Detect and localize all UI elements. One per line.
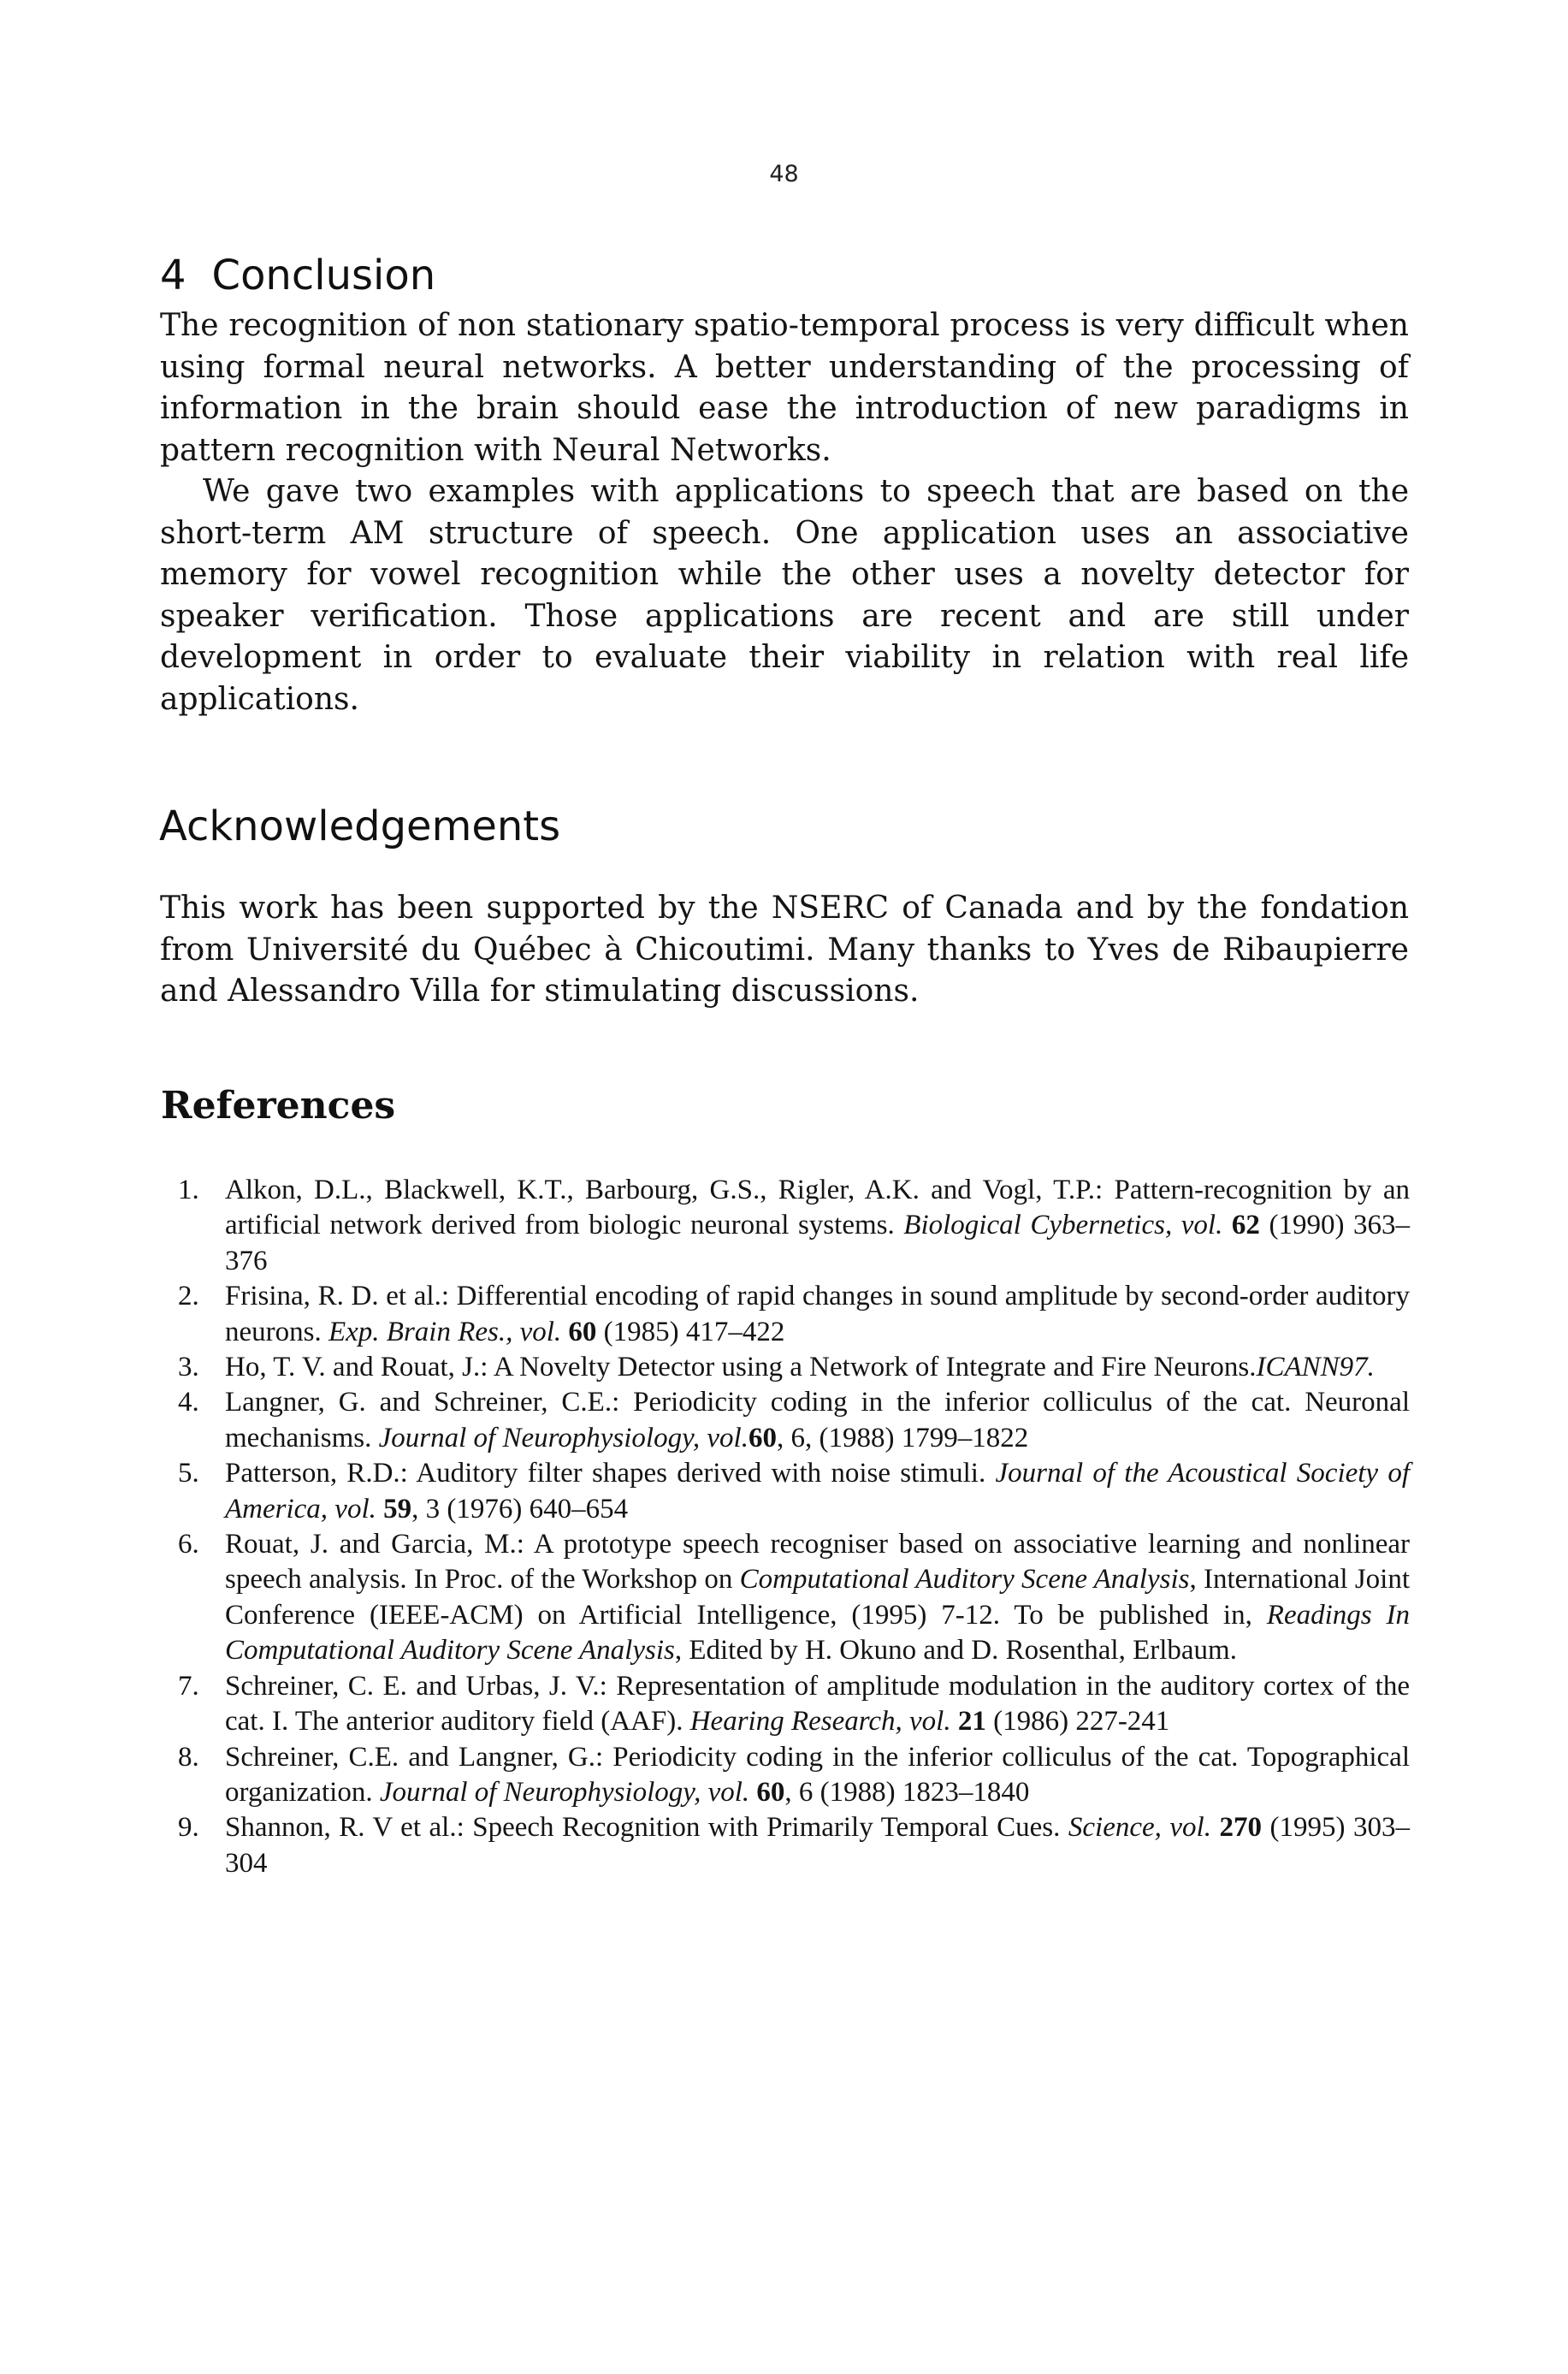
reference-item (178, 1740, 1410, 1811)
reference-volume: 21 (957, 1706, 986, 1738)
reference-number: 3. (178, 1352, 199, 1383)
reference-volume: 60 (568, 1316, 597, 1347)
reference-tail: , International Joint Conference (IEEE-ACM) on Artificial Intelligence, (1995) 7-12. To be published in, (225, 1564, 1411, 1631)
reference-volume: 60 (748, 1422, 777, 1453)
reference-item (178, 1279, 1410, 1350)
page-number: 48 (769, 161, 799, 187)
reference-number: 4. (178, 1387, 199, 1418)
reference-number: 1. (178, 1175, 199, 1205)
reference-journal-secondary: Readings In Computational Auditory Scene Analysis (225, 1599, 1411, 1667)
reference-journal: Biological Cybernetics, vol. (903, 1210, 1223, 1241)
reference-volume: 62 (1231, 1210, 1260, 1241)
reference-tail: (1985) 417–422 (596, 1316, 785, 1347)
section-title: Conclusion (211, 252, 436, 299)
reference-item (178, 1527, 1410, 1669)
acknowledgements-heading: Acknowledgements (159, 802, 561, 850)
reference-tail: (1995) 303–304 (225, 1812, 1411, 1879)
reference-item (178, 1810, 1410, 1881)
reference-journal: Journal of the Acoustical Society of America, vol. (225, 1458, 1410, 1524)
reference-tail: , 3 (1976) 640–654 (411, 1493, 629, 1524)
reference-item (178, 1173, 1410, 1279)
reference-journal: Science, vol. (1068, 1812, 1211, 1844)
reference-text: Frisina, R. D. et al.: Differential encoding of rapid changes in sound amplitude by second-order auditory neurons. (225, 1281, 1410, 1347)
acknowledgements-body (160, 888, 1409, 1013)
reference-text: Ho, T. V. and Rouat, J.: A Novelty Detector using a Network of Integrate and Fire Neurons. (225, 1352, 1257, 1383)
reference-text: Langner, G. and Schreiner, C.E.: Periodicity coding in the inferior colliculus of the cat. Neuronal mechanisms. (225, 1387, 1410, 1453)
conclusion-paragraph: The recognition of non stationary spatio-temporal process is very difficult when using formal neural networks. A better understanding of the processing of information in the brain should ease the introduction of new paradigms in pattern recognition with Neural Networks. (160, 308, 1409, 468)
reference-text: Rouat, J. and Garcia, M.: A prototype speech recogniser based on associative learning and nonlinear speech analysis. In Proc. of the Workshop on (225, 1529, 1410, 1595)
section-number: 4 (160, 252, 186, 299)
reference-number: 5. (178, 1458, 199, 1489)
reference-text: Schreiner, C.E. and Langner, G.: Periodicity coding in the inferior colliculus of the cat. Topographical organization. (225, 1741, 1410, 1808)
reference-number: 9. (178, 1812, 199, 1844)
conclusion-paragraph: We gave two examples with applications to speech that are based on the short-term AM structure of speech. One application uses an associative memory for vowel recognition while the other uses a novelty detector for speaker verification. Those applications are recent and are still under development in order to evaluate their viability in relation with real life applications. (160, 474, 1409, 717)
reference-tail-secondary: , Edited by H. Okuno and D. Rosenthal, Erlbaum. (674, 1635, 1237, 1667)
reference-item (178, 1456, 1410, 1527)
reference-tail: (1986) 227-241 (985, 1706, 1170, 1738)
reference-volume: 59 (383, 1493, 412, 1524)
reference-text: Shannon, R. V et al.: Speech Recognition with Primarily Temporal Cues. (225, 1812, 1068, 1844)
references-heading: References (161, 1084, 396, 1128)
reference-text: Alkon, D.L., Blackwell, K.T., Barbourg, G.S., Rigler, A.K. and Vogl, T.P.: Pattern-recognition by an artificial network derived from biologic neuronal systems. (225, 1175, 1410, 1241)
reference-journal: Hearing Research, vol. (689, 1706, 951, 1738)
reference-number: 7. (178, 1670, 199, 1702)
reference-volume: 270 (1219, 1812, 1262, 1844)
reference-item (178, 1669, 1410, 1740)
acknowledgements-paragraph: This work has been supported by the NSERC of Canada and by the fondation from Université du Québec à Chicoutimi. Many thanks to Yves de Ribaupierre and Alessandro Villa for stimulating discussions. (160, 891, 1409, 1009)
conclusion-heading (160, 252, 436, 299)
reference-journal: Journal of Neurophysiology, vol. (378, 1422, 748, 1453)
reference-item (178, 1385, 1410, 1456)
reference-tail: (1990) 363–376 (225, 1210, 1410, 1276)
reference-journal: Computational Auditory Scene Analysis (739, 1564, 1190, 1595)
reference-volume: 60 (756, 1776, 785, 1808)
reference-text: Schreiner, C. E. and Urbas, J. V.: Representation of amplitude modulation in the auditory cortex of the cat. I. The anterior auditory field (AAF). (225, 1670, 1410, 1738)
conclusion-body (160, 305, 1409, 720)
reference-number: 6. (178, 1529, 199, 1560)
reference-text: Patterson, R.D.: Auditory filter shapes derived with noise stimuli. (225, 1458, 996, 1489)
reference-journal: Journal of Neurophysiology, vol. (379, 1776, 750, 1808)
reference-number: 8. (178, 1741, 199, 1773)
reference-journal: ICANN97. (1256, 1352, 1375, 1383)
reference-list (178, 1173, 1410, 1881)
reference-tail: , 6, (1988) 1799–1822 (776, 1422, 1029, 1453)
reference-item (178, 1350, 1410, 1385)
reference-tail: , 6 (1988) 1823–1840 (784, 1776, 1030, 1808)
reference-number: 2. (178, 1281, 199, 1312)
reference-journal: Exp. Brain Res., vol. (328, 1316, 562, 1347)
